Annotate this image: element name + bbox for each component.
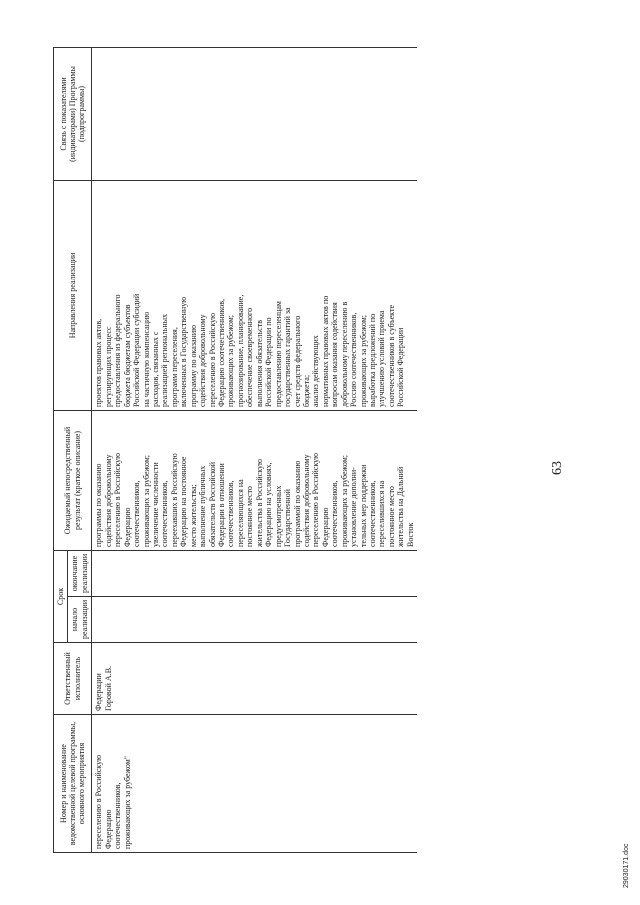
cell-link — [92, 47, 417, 180]
header-result: Ожидаемый непосредственный результат (краткое описание) — [54, 410, 92, 550]
program-table — [53, 47, 417, 853]
cell-start — [92, 597, 417, 643]
page-number: 63 — [550, 461, 565, 475]
header-executor: Ответственный исполнитель — [54, 643, 92, 715]
cell-direction: проектов правовых актов, регулирующих процесс предоставления из федерального бюджета бюджетам субъектов Российской Федерации субсидий на частичную компенсацию расходов, связанных с реализацией региональных программ переселения, включенных в Государственную программу по оказанию содействия добровольному переселению в Российскую Федерацию соотечественников, проживающих за рубежом; прогнозирование, планирование, обеспечение своевременного выполнения обязательств Российской Федерации по предоставлению переселенцам государственных гарантий за счет средств федерального бюджета; анализ действующих нормативных правовых актов по вопросам оказания содействия добровольному переселению в Россию соотечественников, проживающих за рубежом; выработка предложений по улучшению условий приема соотечественников в субъекте Российской Федерации — [92, 180, 417, 410]
header-link: Связь с показателями (индикаторами) Программы (подпрограммы) — [54, 47, 92, 180]
header-start: начало реализации — [68, 597, 92, 643]
header-direction: Направления реализации — [54, 180, 92, 410]
rotated-sheet — [48, 48, 638, 888]
table-header-row — [54, 47, 68, 852]
header-end: окончание реализации — [68, 550, 92, 596]
table-row — [92, 47, 417, 852]
cell-end — [92, 550, 417, 596]
cell-result: программы по оказанию содействия добровольному переселению в Российскую Федерацию соотечественников, проживающих за рубежом; увеличение численности соотечественников, переехавших в Российскую Федерацию на постоянное место жительства; выполнение публичных обязательств Российской Федерации в отношении соотечественников, переселяющихся на постоянное место жительства в Российскую Федерацию на условиях, предусмотренных Государственной программой по оказанию содействия добровольному переселению в Российскую Федерацию соотечественников, проживающих за рубежом; установление дополни- тельных мер поддержки соотечественников, переселившихся на постоянное место жительства на Дальний Восток — [92, 410, 417, 550]
header-term: Срок — [54, 550, 68, 642]
header-name: Номер и наименование ведомственной целевой программы, основного мероприятия — [54, 715, 92, 853]
cell-executor: Федерации Горовой А.В. — [92, 643, 417, 715]
document-code: 29030171.doc — [623, 843, 630, 888]
cell-name: переселению в Российскую Федерацию соотечественников, проживающих за рубежом" — [92, 715, 417, 853]
